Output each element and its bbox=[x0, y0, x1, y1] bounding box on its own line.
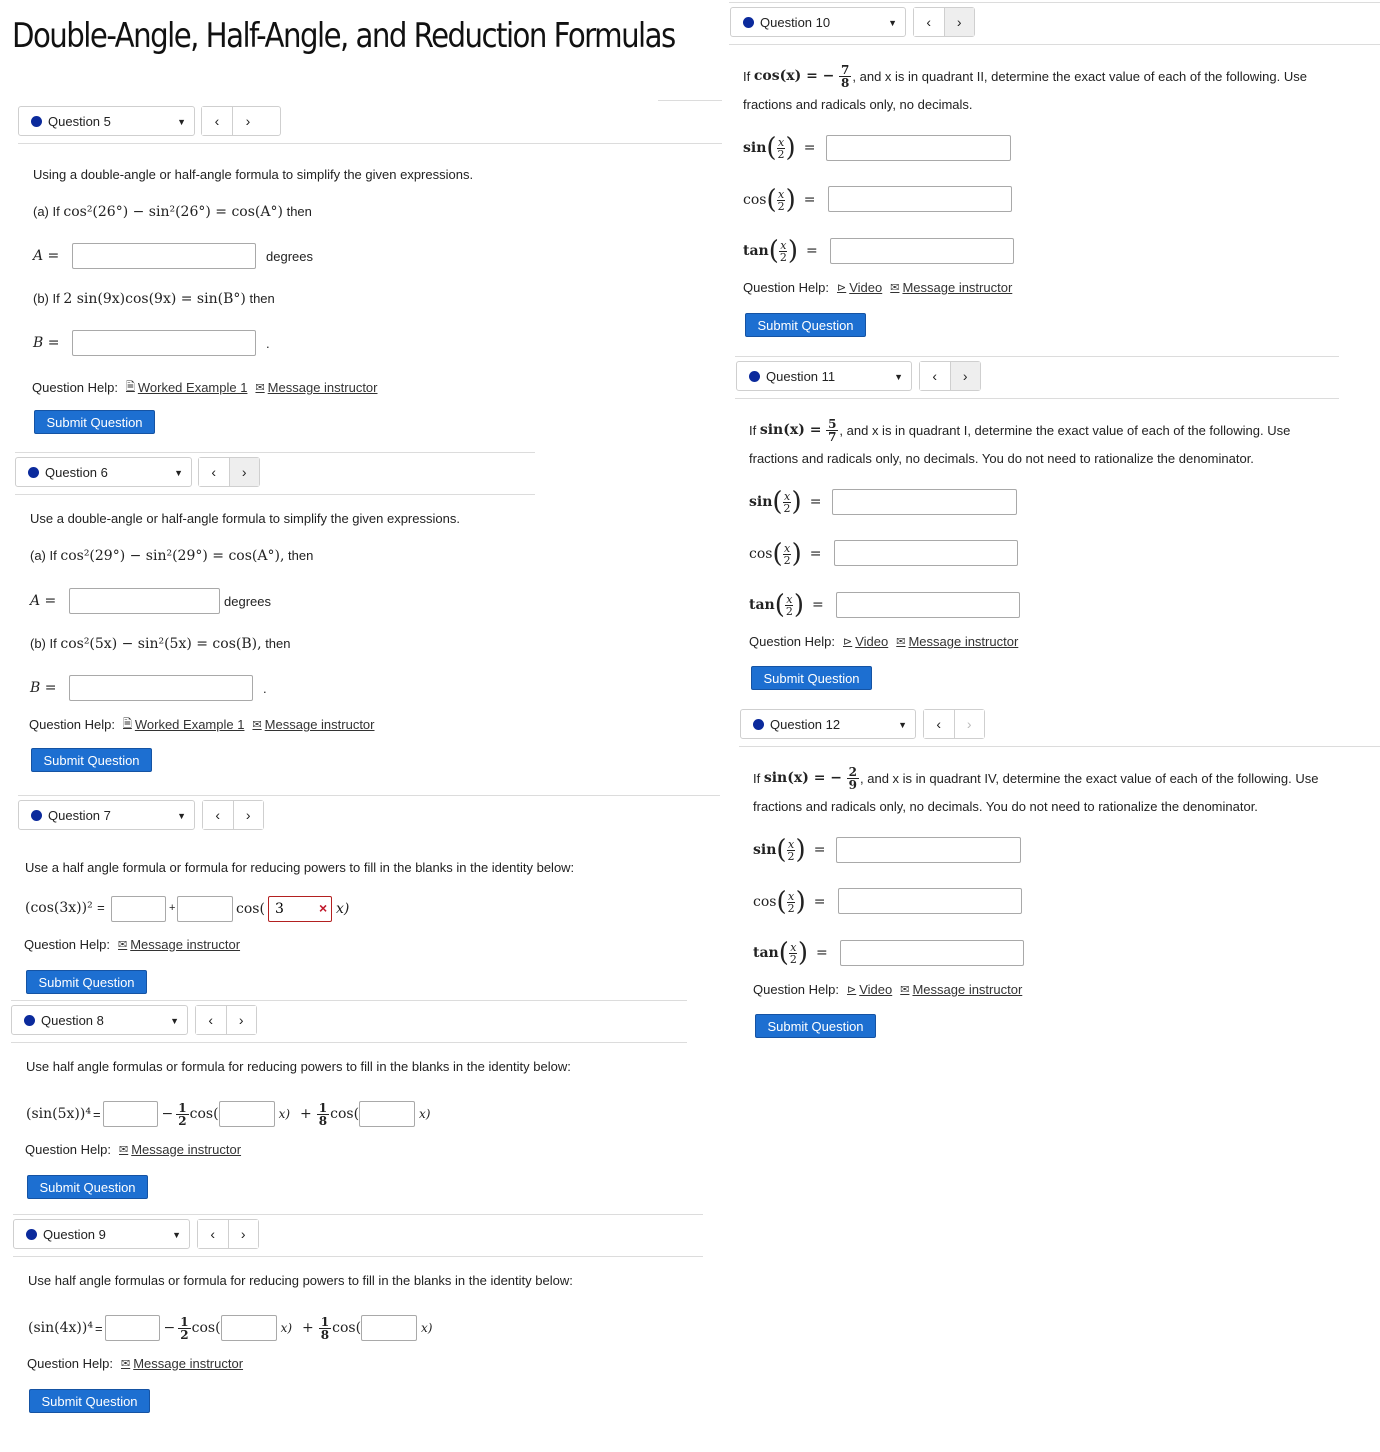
answer-b-input[interactable] bbox=[72, 330, 256, 356]
var-a-label: A = bbox=[33, 248, 60, 264]
submit-question-button[interactable]: Submit Question bbox=[27, 1175, 148, 1199]
submit-question-button[interactable]: Submit Question bbox=[745, 313, 866, 337]
question-5-part-a: (a) If cos²(26°) − sin²(26°) = cos(A°) then bbox=[33, 204, 312, 220]
question-12-prompt: If sin(x) = − $\frac{2}{9}$ , and x is in quadrant IV, determine the exact value of each of the following. Use bbox=[753, 764, 1319, 792]
page-title: Double-Angle, Half-Angle, and Reduction Formulas bbox=[12, 16, 675, 56]
message-instructor-link[interactable]: ✉ Message instructor bbox=[118, 937, 241, 952]
play-icon: ⊳ bbox=[837, 282, 847, 294]
caret-down-icon: ▼ bbox=[888, 18, 897, 28]
tan-half-row: tan ( $\frac{x}{2}$ ) = bbox=[743, 236, 818, 266]
video-link[interactable]: ⊳ Video bbox=[837, 280, 883, 295]
message-instructor-link[interactable]: ✉ Message instructor bbox=[900, 982, 1023, 997]
divider bbox=[13, 1256, 703, 1257]
divider bbox=[735, 356, 1339, 357]
question-9-identity: (sin(4x))⁴ = − $\frac{1}{2}$ cos( x) + $\frac{1}{8}$ cos( x) bbox=[28, 1314, 433, 1342]
fraction-one-half: $\frac{1}{2}$ bbox=[180, 1314, 189, 1342]
divider bbox=[735, 398, 1339, 399]
worked-example-link[interactable]: 🗎 Worked Example 1 bbox=[123, 717, 245, 732]
tan-half-input[interactable] bbox=[836, 592, 1020, 618]
incorrect-x-icon: × bbox=[319, 900, 328, 916]
divider bbox=[11, 1000, 687, 1001]
period: . bbox=[266, 336, 270, 351]
question-11-header bbox=[736, 361, 986, 395]
given-fraction: $\frac{2}{9}$ bbox=[848, 764, 858, 792]
question-help: Question Help: ⊳ Video ✉ Message instructor bbox=[749, 634, 1019, 649]
question-11-prompt-line2: fractions and radicals only, no decimals. You do not need to rationalize the denominator. bbox=[749, 451, 1254, 466]
envelope-icon: ✉ bbox=[118, 939, 128, 951]
prev-question-button[interactable]: ‹ bbox=[202, 107, 232, 135]
cos-half-input[interactable] bbox=[828, 186, 1012, 212]
next-question-button[interactable]: › bbox=[233, 801, 264, 829]
plus-sign: + bbox=[169, 902, 176, 914]
cos-half-row: cos ( $\frac{x}{2}$ ) = bbox=[743, 185, 816, 215]
question-help: Question Help: ✉ Message instructor bbox=[24, 937, 241, 952]
question-12-prompt-line2: fractions and radicals only, no decimals. You do not need to rationalize the denominator. bbox=[753, 799, 1258, 814]
fraction-one-half: $\frac{1}{2}$ bbox=[178, 1100, 187, 1128]
question-help: Question Help: ✉ Message instructor bbox=[25, 1142, 242, 1157]
question-select-label: Question 6 bbox=[45, 464, 108, 480]
worked-example-link[interactable]: 🗎 Worked Example 1 bbox=[126, 380, 248, 395]
question-7-select[interactable] bbox=[18, 800, 195, 830]
question-select-label: Question 8 bbox=[41, 1012, 104, 1028]
caret-down-icon: ▼ bbox=[898, 720, 907, 730]
message-instructor-link[interactable]: ✉ Message instructor bbox=[119, 1142, 242, 1157]
fraction-one-eighth: $\frac{1}{8}$ bbox=[320, 1314, 330, 1342]
submit-question-button[interactable]: Submit Question bbox=[34, 410, 155, 434]
envelope-icon: ✉ bbox=[121, 1358, 131, 1370]
answer-a-input[interactable] bbox=[72, 243, 256, 269]
video-link[interactable]: ⊳ Video bbox=[843, 634, 889, 649]
question-6-part-a: (a) If cos²(29°) − sin²(29°) = cos(A°), then bbox=[30, 548, 314, 564]
blank-2-input[interactable] bbox=[219, 1101, 275, 1127]
sin-half-input[interactable] bbox=[832, 489, 1017, 515]
prev-question-button[interactable]: ‹ bbox=[198, 1220, 228, 1248]
divider bbox=[658, 100, 722, 101]
question-select-label: Question 7 bbox=[48, 807, 111, 823]
next-question-button[interactable]: › bbox=[944, 8, 975, 36]
submit-question-button[interactable]: Submit Question bbox=[26, 970, 147, 994]
status-dot-icon bbox=[749, 371, 760, 382]
document-icon: 🗎 bbox=[123, 718, 132, 730]
question-9-header bbox=[13, 1219, 283, 1253]
cos-open: cos( bbox=[236, 901, 265, 917]
answer-a-input[interactable] bbox=[69, 588, 220, 614]
close-paren: x) bbox=[336, 901, 350, 917]
blank-3-input[interactable] bbox=[361, 1315, 417, 1341]
question-select-label: Question 10 bbox=[760, 14, 831, 30]
sin-half-input[interactable] bbox=[836, 837, 1021, 863]
submit-question-button[interactable]: Submit Question bbox=[29, 1389, 150, 1413]
var-a-label: A = bbox=[30, 593, 57, 609]
document-icon: 🗎 bbox=[126, 381, 135, 393]
question-12-header bbox=[740, 709, 990, 743]
question-7-prompt: Use a half angle formula or formula for reducing powers to fill in the blanks in the identity below: bbox=[25, 860, 575, 875]
question-6-select[interactable] bbox=[15, 457, 192, 487]
sin-half-row: sin ( $\frac{x}{2}$ ) = bbox=[743, 133, 816, 163]
cos-half-input[interactable] bbox=[838, 888, 1022, 914]
next-question-button[interactable]: › bbox=[954, 710, 985, 738]
prev-question-button[interactable]: ‹ bbox=[203, 801, 233, 829]
blank-2-input[interactable] bbox=[177, 896, 233, 922]
caret-down-icon: ▼ bbox=[174, 468, 183, 478]
status-dot-icon bbox=[24, 1015, 35, 1026]
question-10-select[interactable] bbox=[730, 7, 906, 37]
sin-half-input[interactable] bbox=[826, 135, 1011, 161]
question-7-lhs: (cos(3x))² = bbox=[25, 900, 105, 916]
prev-question-button[interactable]: ‹ bbox=[920, 362, 950, 390]
caret-down-icon: ▼ bbox=[172, 1230, 181, 1240]
question-5-prompt: Using a double-angle or half-angle formula to simplify the given expressions. bbox=[33, 167, 474, 182]
blank-3-input[interactable] bbox=[359, 1101, 415, 1127]
question-8-prompt: Use half angle formulas or formula for reducing powers to fill in the blanks in the identity below: bbox=[26, 1059, 571, 1074]
question-8-select[interactable] bbox=[11, 1005, 188, 1035]
var-b-label: B = bbox=[30, 680, 57, 696]
next-question-button[interactable]: › bbox=[228, 1220, 259, 1248]
prev-question-button[interactable]: ‹ bbox=[914, 8, 944, 36]
question-help: Question Help: 🗎 Worked Example 1 ✉ Message instructor bbox=[29, 717, 375, 732]
question-select-label: Question 12 bbox=[770, 716, 841, 732]
question-help: Question Help: ⊳ Video ✉ Message instructor bbox=[743, 280, 1013, 295]
divider bbox=[729, 2, 1380, 3]
question-12-select[interactable] bbox=[740, 709, 916, 739]
message-instructor-link[interactable]: ✉ Message instructor bbox=[121, 1356, 244, 1371]
divider bbox=[18, 143, 722, 144]
divider bbox=[15, 494, 535, 495]
question-6-header bbox=[15, 457, 285, 491]
message-instructor-link[interactable]: ✉ Message instructor bbox=[896, 634, 1019, 649]
var-b-label: B = bbox=[33, 335, 60, 351]
caret-down-icon: ▼ bbox=[177, 811, 186, 821]
status-dot-icon bbox=[753, 719, 764, 730]
cos-half-row: cos ( $\frac{x}{2}$ ) = bbox=[753, 887, 826, 917]
envelope-icon: ✉ bbox=[896, 636, 906, 648]
next-question-button[interactable]: › bbox=[229, 458, 260, 486]
play-icon: ⊳ bbox=[847, 984, 857, 996]
caret-down-icon: ▼ bbox=[177, 117, 186, 127]
question-8-identity: (sin(5x))⁴ = − $\frac{1}{2}$ cos( x) + $\frac{1}{8}$ cos( x) bbox=[26, 1100, 431, 1128]
blank-1-input[interactable] bbox=[103, 1101, 158, 1127]
cos-half-input[interactable] bbox=[834, 540, 1018, 566]
prev-question-button[interactable]: ‹ bbox=[196, 1006, 226, 1034]
question-10-prompt-line2: fractions and radicals only, no decimals. bbox=[743, 97, 973, 112]
question-5-part-b: (b) If 2 sin(9x)cos(9x) = sin(B°) then bbox=[33, 291, 275, 307]
question-6-prompt: Use a double-angle or half-angle formula to simplify the given expressions. bbox=[30, 511, 460, 526]
envelope-icon: ✉ bbox=[255, 382, 265, 394]
divider bbox=[739, 746, 1380, 747]
question-help: Question Help: ✉ Message instructor bbox=[27, 1356, 244, 1371]
divider bbox=[729, 44, 1380, 45]
question-9-prompt: Use half angle formulas or formula for reducing powers to fill in the blanks in the identity below: bbox=[28, 1273, 573, 1288]
blank-1-input[interactable] bbox=[105, 1315, 160, 1341]
prev-question-button[interactable]: ‹ bbox=[924, 710, 954, 738]
question-8-header bbox=[11, 1005, 281, 1039]
answer-b-input[interactable] bbox=[69, 675, 253, 701]
envelope-icon: ✉ bbox=[900, 984, 910, 996]
status-dot-icon bbox=[743, 17, 754, 28]
question-10-header bbox=[730, 7, 980, 41]
question-select-label: Question 9 bbox=[43, 1226, 106, 1242]
status-dot-icon bbox=[26, 1229, 37, 1240]
question-11-select[interactable] bbox=[736, 361, 912, 391]
question-10-prompt: If cos(x) = − $\frac{7}{8}$ , and x is in quadrant II, determine the exact value of each of the following. Use bbox=[743, 62, 1307, 90]
envelope-icon: ✉ bbox=[119, 1144, 129, 1156]
tan-half-row: tan ( $\frac{x}{2}$ ) = bbox=[749, 590, 824, 620]
caret-down-icon: ▼ bbox=[894, 372, 903, 382]
next-question-button[interactable]: › bbox=[950, 362, 981, 390]
message-instructor-link[interactable]: ✉ Message instructor bbox=[890, 280, 1013, 295]
given-fraction: $\frac{7}{8}$ bbox=[841, 62, 850, 90]
question-11-prompt: If sin(x) = $\frac{5}{7}$ , and x is in quadrant I, determine the exact value of each of the following. Use bbox=[749, 416, 1291, 444]
tan-half-row: tan ( $\frac{x}{2}$ ) = bbox=[753, 938, 828, 968]
fraction-one-eighth: $\frac{1}{8}$ bbox=[318, 1100, 328, 1128]
sin-half-row: sin ( $\frac{x}{2}$ ) = bbox=[753, 835, 826, 865]
envelope-icon: ✉ bbox=[252, 719, 262, 731]
divider bbox=[11, 1042, 687, 1043]
tan-half-input[interactable] bbox=[830, 238, 1014, 264]
question-5-select[interactable] bbox=[18, 106, 195, 136]
divider bbox=[18, 795, 720, 796]
status-dot-icon bbox=[31, 810, 42, 821]
caret-down-icon: ▼ bbox=[170, 1016, 179, 1026]
message-instructor-link[interactable]: ✉ Message instructor bbox=[252, 717, 375, 732]
given-fraction: $\frac{5}{7}$ bbox=[828, 416, 837, 444]
envelope-icon: ✉ bbox=[890, 282, 900, 294]
blank-1-input[interactable] bbox=[111, 896, 166, 922]
question-7-header bbox=[18, 800, 288, 834]
divider bbox=[13, 1214, 703, 1215]
submit-question-button[interactable]: Submit Question bbox=[751, 666, 872, 690]
next-question-button[interactable]: › bbox=[226, 1006, 257, 1034]
sin-half-row: sin ( $\frac{x}{2}$ ) = bbox=[749, 487, 822, 517]
prev-question-button[interactable]: ‹ bbox=[199, 458, 229, 486]
question-help: Question Help: 🗎 Worked Example 1 ✉ Message instructor bbox=[32, 380, 378, 395]
question-help: Question Help: ⊳ Video ✉ Message instructor bbox=[753, 982, 1023, 997]
status-dot-icon bbox=[28, 467, 39, 478]
blank-2-input[interactable] bbox=[221, 1315, 277, 1341]
question-6-part-b: (b) If cos²(5x) − sin²(5x) = cos(B), then bbox=[30, 636, 291, 652]
unit-degrees: degrees bbox=[224, 594, 271, 609]
video-link[interactable]: ⊳ Video bbox=[847, 982, 893, 997]
next-question-button[interactable]: › bbox=[232, 107, 263, 135]
play-icon: ⊳ bbox=[843, 636, 853, 648]
submit-question-button[interactable]: Submit Question bbox=[31, 748, 152, 772]
cos-half-row: cos ( $\frac{x}{2}$ ) = bbox=[749, 539, 822, 569]
submit-question-button[interactable]: Submit Question bbox=[755, 1014, 876, 1038]
question-select-label: Question 11 bbox=[766, 368, 836, 384]
period: . bbox=[263, 681, 267, 696]
question-select-label: Question 5 bbox=[48, 113, 111, 129]
message-instructor-link[interactable]: ✉ Message instructor bbox=[255, 380, 378, 395]
tan-half-input[interactable] bbox=[840, 940, 1024, 966]
status-dot-icon bbox=[31, 116, 42, 127]
question-5-header bbox=[18, 106, 288, 140]
divider bbox=[15, 452, 535, 453]
question-9-select[interactable] bbox=[13, 1219, 190, 1249]
unit-degrees: degrees bbox=[266, 249, 313, 264]
